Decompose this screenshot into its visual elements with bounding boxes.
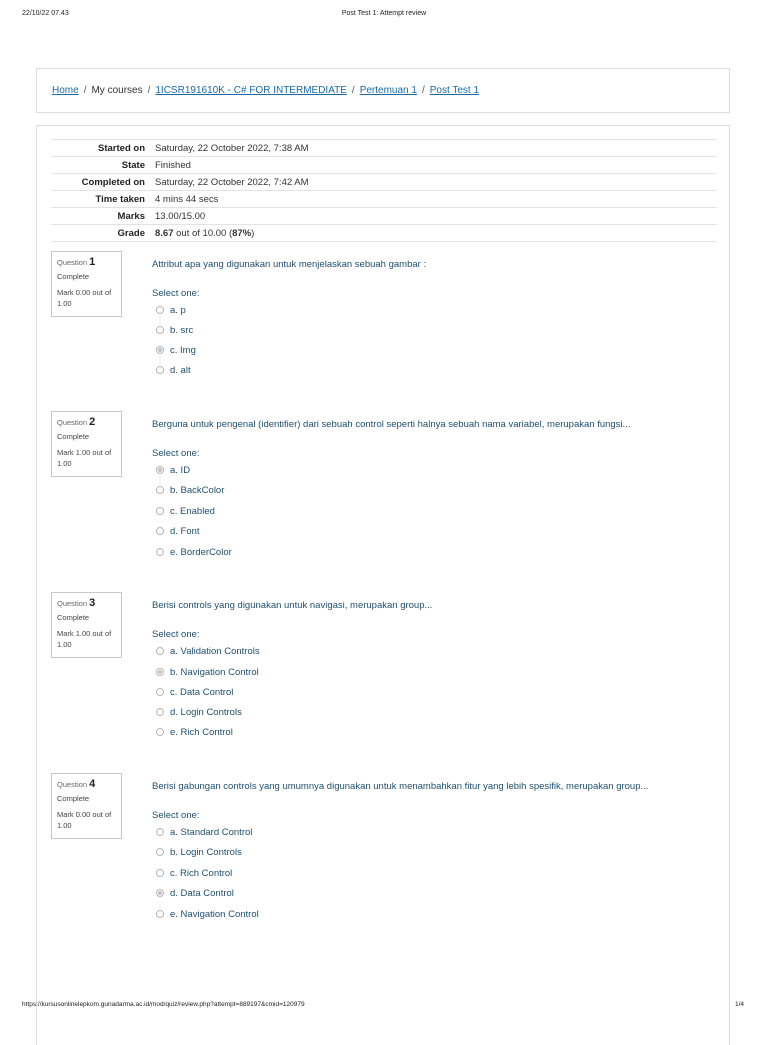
- radio-button-selected[interactable]: [156, 668, 164, 676]
- question-number: [57, 256, 116, 268]
- question-number-value: 2: [89, 416, 96, 428]
- breadcrumb-separator: /: [83, 85, 87, 96]
- question-text: Berisi controls yang digunakan untuk navigasi, merupakan group...: [152, 600, 433, 611]
- summary-row-time: [51, 191, 717, 208]
- select-one-label: Select one:: [152, 288, 200, 299]
- answer-option[interactable]: [156, 666, 259, 680]
- radio-button[interactable]: [156, 708, 164, 716]
- grade-score: 8.67: [155, 227, 174, 239]
- answer-option-label: b. BackColor: [170, 485, 225, 496]
- breadcrumb-separator: /: [147, 85, 151, 96]
- radio-button[interactable]: [156, 848, 164, 856]
- question-label: Question: [57, 258, 88, 267]
- breadcrumb-separator: /: [351, 85, 355, 96]
- question-info-box: [51, 251, 122, 317]
- question-status: Complete: [57, 613, 90, 622]
- print-footer: [0, 1001, 768, 1013]
- answer-option-label: e. Navigation Control: [170, 909, 259, 920]
- summary-grade-value: [151, 225, 717, 242]
- answer-option[interactable]: [156, 686, 233, 700]
- question-number: [57, 416, 116, 428]
- summary-row-state: [51, 157, 717, 174]
- answer-option[interactable]: [156, 304, 186, 318]
- question-number-value: 3: [89, 597, 96, 609]
- answer-option-label: c. Data Control: [170, 687, 234, 698]
- grade-percent: 87%: [232, 227, 252, 239]
- summary-value: Saturday, 22 October 2022, 7:38 AM: [151, 140, 717, 157]
- breadcrumb-section-link[interactable]: Pertemuan 1: [359, 85, 417, 96]
- answer-option[interactable]: [156, 546, 232, 560]
- answer-option[interactable]: [156, 826, 252, 840]
- answer-option-label: c. Img: [170, 345, 196, 356]
- answer-option[interactable]: [156, 324, 193, 338]
- answer-option-label: d. Login Controls: [170, 707, 242, 718]
- question-status: Complete: [57, 432, 90, 441]
- answer-option-label: b. Navigation Control: [170, 667, 259, 678]
- answer-option-label: c. Rich Control: [170, 868, 233, 879]
- question-label: Question: [57, 599, 88, 608]
- question-text: Attribut apa yang digunakan untuk menjelaskan sebuah gambar :: [152, 259, 427, 270]
- summary-value: 13.00/15.00: [151, 208, 717, 225]
- breadcrumb: [52, 85, 479, 96]
- answer-option[interactable]: [156, 908, 259, 922]
- question-info-box: [51, 773, 122, 839]
- question-status: Complete: [57, 272, 90, 281]
- summary-label: Marks: [51, 208, 151, 225]
- print-header: [0, 10, 768, 22]
- radio-button[interactable]: [156, 306, 164, 314]
- answer-option[interactable]: [156, 484, 224, 498]
- select-one-label: Select one:: [152, 448, 200, 459]
- radio-button[interactable]: [156, 688, 164, 696]
- breadcrumb-my-courses: My courses: [91, 85, 143, 96]
- answer-option[interactable]: [156, 706, 242, 720]
- question-mark: Mark 1.00 out of 1.00: [57, 629, 112, 649]
- breadcrumb-bar: [36, 68, 730, 113]
- answer-option-label: d. alt: [170, 365, 191, 376]
- print-datetime: 22/10/22 07.43: [22, 10, 69, 17]
- answer-option[interactable]: [156, 464, 190, 478]
- question-label: Question: [57, 780, 88, 789]
- radio-button[interactable]: [156, 326, 164, 334]
- answer-option[interactable]: [156, 525, 200, 539]
- question-number: [57, 597, 116, 609]
- question-number-value: 1: [89, 256, 96, 268]
- radio-button[interactable]: [156, 366, 164, 374]
- summary-label: Completed on: [51, 174, 151, 191]
- question-text: Berguna untuk pengenal (identifier) dari sebuah control seperti halnya sebuah nama variabel, merupakan fungsi...: [152, 419, 631, 430]
- radio-button[interactable]: [156, 527, 164, 535]
- radio-button-selected[interactable]: [156, 889, 164, 897]
- breadcrumb-quiz-link[interactable]: Post Test 1: [429, 85, 480, 96]
- answer-option[interactable]: [156, 887, 234, 901]
- answer-option-label: b. src: [170, 325, 194, 336]
- answer-option-label: a. p: [170, 305, 186, 316]
- summary-row-marks: [51, 208, 717, 225]
- summary-row-grade: [51, 225, 717, 242]
- radio-button[interactable]: [156, 647, 164, 655]
- question-info-box: [51, 411, 122, 477]
- print-page-number: 1/4: [734, 1001, 744, 1008]
- question-mark: Mark 0.00 out of 1.00: [57, 810, 112, 830]
- summary-row-started: [51, 140, 717, 157]
- breadcrumb-home-link[interactable]: Home: [52, 85, 79, 96]
- radio-button[interactable]: [156, 486, 164, 494]
- summary-row-completed: [51, 174, 717, 191]
- answer-option-label: a. ID: [170, 465, 191, 476]
- radio-button-selected[interactable]: [156, 466, 164, 474]
- question-mark: Mark 0.00 out of 1.00: [57, 288, 112, 308]
- print-page-title: Post Test 1: Attempt review: [341, 10, 427, 17]
- answer-option[interactable]: [156, 645, 260, 659]
- summary-label: Grade: [51, 225, 151, 242]
- radio-button[interactable]: [156, 869, 164, 877]
- radio-button[interactable]: [156, 910, 164, 918]
- question-number-value: 4: [89, 778, 96, 790]
- breadcrumb-separator: /: [421, 85, 425, 96]
- select-one-label: Select one:: [152, 629, 200, 640]
- summary-label: Started on: [51, 140, 151, 157]
- radio-button[interactable]: [156, 507, 164, 515]
- answer-option[interactable]: [156, 726, 233, 740]
- question-status: Complete: [57, 794, 90, 803]
- summary-label: State: [51, 157, 151, 174]
- radio-button[interactable]: [156, 728, 164, 736]
- question-label: Question: [57, 418, 88, 427]
- radio-button-selected[interactable]: [156, 346, 164, 354]
- radio-button[interactable]: [156, 548, 164, 556]
- answer-option-label: b. Login Controls: [170, 847, 242, 858]
- summary-label: Time taken: [51, 191, 151, 208]
- answer-option-label: a. Standard Control: [170, 827, 253, 838]
- select-one-label: Select one:: [152, 810, 200, 821]
- answer-option[interactable]: [156, 364, 191, 378]
- answer-option-label: d. Data Control: [170, 888, 234, 899]
- question-mark: Mark 1.00 out of 1.00: [57, 448, 112, 468]
- question-text: Berisi gabungan controls yang umumnya digunakan untuk menambahkan fitur yang lebih spesifik, merupakan group...: [152, 781, 649, 792]
- print-url: https://kursusonlinelepkom.gunadarma.ac.id/mod/quiz/review.php?attempt=889197&cmid=120979: [22, 1001, 305, 1008]
- breadcrumb-course-link[interactable]: 1ICSR191610K - C# FOR INTERMEDIATE: [155, 85, 347, 96]
- summary-value: Finished: [151, 157, 717, 174]
- answer-option-label: d. Font: [170, 526, 200, 537]
- answer-option[interactable]: [156, 867, 232, 881]
- answer-option-label: c. Enabled: [170, 506, 215, 517]
- grade-out-of: out of 10.00 (: [173, 227, 233, 239]
- summary-value: 4 mins 44 secs: [151, 191, 717, 208]
- answer-option-label: e. Rich Control: [170, 727, 233, 738]
- grade-close: ): [251, 227, 255, 239]
- answer-option-label: a. Validation Controls: [170, 646, 260, 657]
- answer-option[interactable]: [156, 846, 242, 860]
- answer-option[interactable]: [156, 505, 215, 519]
- question-info-box: [51, 592, 122, 658]
- attempt-summary-table: [51, 139, 717, 242]
- question-number: [57, 778, 116, 790]
- radio-button[interactable]: [156, 828, 164, 836]
- answer-option[interactable]: [156, 344, 196, 358]
- answer-option-label: e. BorderColor: [170, 547, 232, 558]
- summary-value: Saturday, 22 October 2022, 7:42 AM: [151, 174, 717, 191]
